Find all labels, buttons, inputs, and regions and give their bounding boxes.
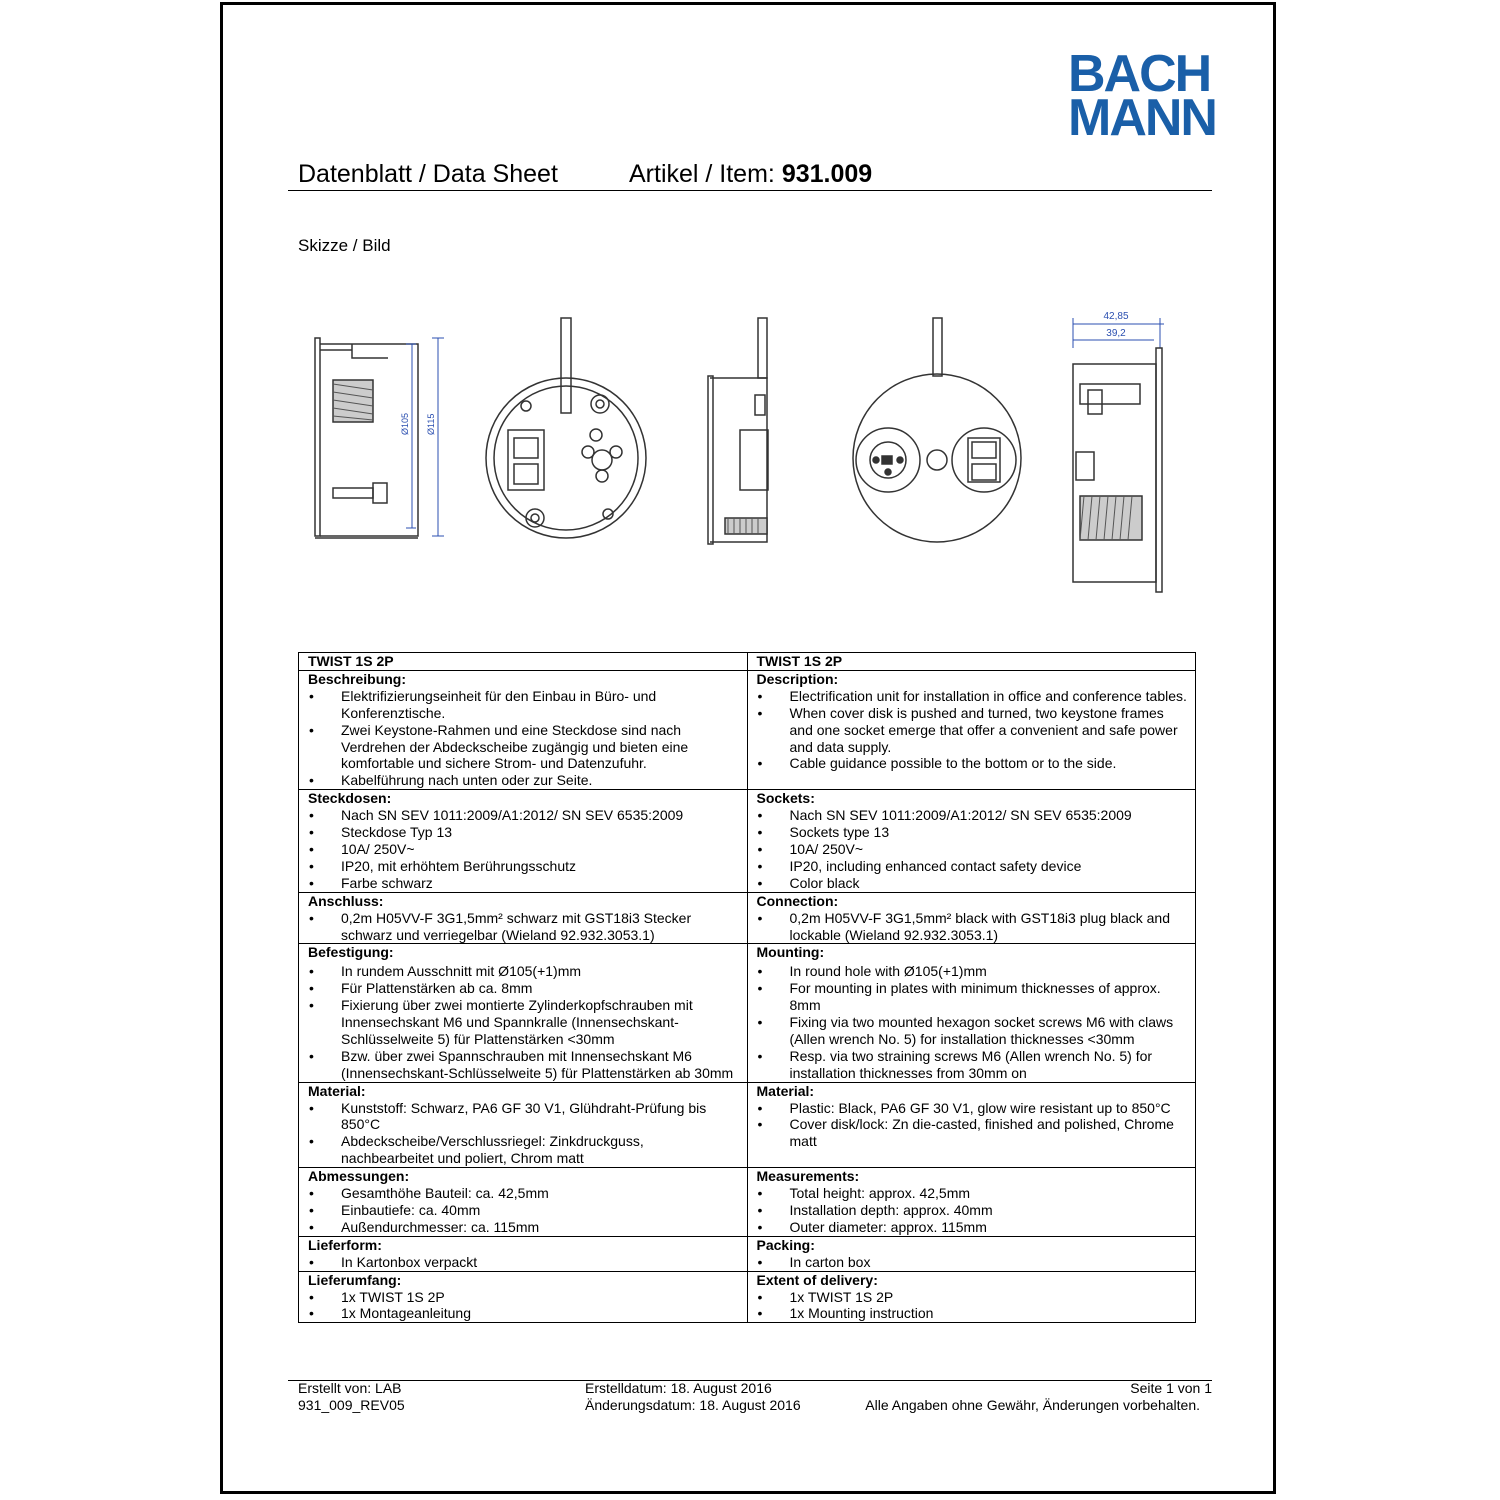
spec-section-row bbox=[299, 1236, 1196, 1271]
footer-disclaimer: Alle Angaben ohne Gewähr, Änderungen vorbehalten. bbox=[865, 1397, 1200, 1413]
list-item: • For mounting in plates with minimum thicknesses of approx. 8mm bbox=[757, 980, 1188, 1014]
page-title: Datenblatt / Data Sheet bbox=[298, 160, 558, 188]
list-item: • 1x Mounting instruction bbox=[757, 1305, 1188, 1322]
list-item: • IP20, mit erhöhtem Berührungsschutz bbox=[308, 858, 739, 875]
section-bullet-list-de bbox=[308, 1254, 739, 1271]
footer-changed-date: Änderungsdatum: 18. August 2016 bbox=[585, 1397, 801, 1413]
list-item: • Fixierung über zwei montierte Zylinderkopfschrauben mit Innensechskant M6 und Spannkralle (Innensechskant-Schlüsselweite 5) für Plattenstärken <30mm bbox=[308, 997, 739, 1048]
list-item: • Resp. via two straining screws M6 (Allen wrench No. 5) for installation thicknesses from 30mm on bbox=[757, 1048, 1188, 1082]
section-bullet-list-de bbox=[308, 1289, 739, 1323]
section-bullet-list-en bbox=[757, 1100, 1188, 1151]
list-item: • Outer diameter: approx. 115mm bbox=[757, 1219, 1188, 1236]
footer-created-by: Erstellt von: LAB bbox=[298, 1380, 402, 1396]
section-bullet-list-de bbox=[308, 688, 739, 789]
list-item: • Fixing via two mounted hexagon socket screws M6 with claws (Allen wrench No. 5) for installation thicknesses <30mm bbox=[757, 1014, 1188, 1048]
section-bullet-list-en bbox=[757, 963, 1188, 1081]
list-item: • Für Plattenstärken ab ca. 8mm bbox=[308, 980, 739, 997]
list-item: • Kabelführung nach unten oder zur Seite. bbox=[308, 772, 739, 789]
section-heading-en: Connection: bbox=[756, 892, 839, 909]
spec-cell-de bbox=[299, 670, 748, 789]
list-item: • Farbe schwarz bbox=[308, 875, 739, 892]
section-heading-de: Lieferform: bbox=[308, 1236, 382, 1253]
section-bullet-list-de bbox=[308, 1185, 739, 1236]
list-item: • Electrification unit for installation in office and conference tables. bbox=[757, 688, 1188, 705]
section-bullet-list-en bbox=[757, 1185, 1188, 1236]
list-item: • 0,2m H05VV-F 3G1,5mm² schwarz mit GST18i3 Stecker schwarz und verriegelbar (Wieland 92.932.3053.1) bbox=[308, 910, 739, 944]
sketch-label: Skizze / Bild bbox=[298, 236, 391, 255]
section-heading-en: Description: bbox=[756, 670, 839, 687]
section-heading-en: Packing: bbox=[756, 1236, 815, 1253]
section-bullet-list-de bbox=[308, 963, 739, 1081]
list-item: • Steckdose Typ 13 bbox=[308, 824, 739, 841]
spec-section-row bbox=[299, 670, 1196, 789]
section-bullet-list-de bbox=[308, 1100, 739, 1168]
item-number: 931.009 bbox=[781, 160, 873, 188]
section-bullet-list-en bbox=[757, 1254, 1188, 1271]
list-item: • 1x TWIST 1S 2P bbox=[308, 1289, 739, 1306]
section-bullet-list-de bbox=[308, 807, 739, 892]
footer-page-number: Seite 1 von 1 bbox=[1130, 1380, 1212, 1396]
dim-inner-depth: 39,2 bbox=[1106, 328, 1126, 339]
spec-cell-de bbox=[299, 892, 748, 944]
spec-cell-en bbox=[747, 1168, 1196, 1237]
bachmann-logo bbox=[1068, 45, 1216, 147]
spec-cell-de bbox=[299, 790, 748, 892]
product-row bbox=[299, 653, 1196, 671]
section-heading-en: Mounting: bbox=[756, 944, 825, 961]
dimensioned-section-view bbox=[1073, 311, 1164, 592]
list-item: • Außendurchmesser: ca. 115mm bbox=[308, 1219, 739, 1236]
list-item: • Installation depth: approx. 40mm bbox=[757, 1202, 1188, 1219]
spec-cell-en bbox=[747, 892, 1196, 944]
spec-cell-en bbox=[747, 670, 1196, 789]
section-bullet-list-de bbox=[308, 910, 739, 944]
list-item: • Kunststoff: Schwarz, PA6 GF 30 V1, Glühdraht-Prüfung bis 850°C bbox=[308, 1100, 739, 1134]
list-item: • 1x Montageanleitung bbox=[308, 1305, 739, 1322]
spec-section-row bbox=[299, 1082, 1196, 1168]
spec-cell-de bbox=[299, 1271, 748, 1323]
title-row bbox=[298, 160, 1212, 190]
list-item: • Total height: approx. 42,5mm bbox=[757, 1185, 1188, 1202]
spec-section-row bbox=[299, 790, 1196, 892]
item-title bbox=[629, 160, 872, 189]
spec-cell-de bbox=[299, 944, 748, 1082]
section-heading-de: Abmessungen: bbox=[308, 1168, 410, 1185]
title-divider bbox=[288, 190, 1212, 191]
list-item: • Color black bbox=[757, 875, 1188, 892]
list-item: • Abdeckscheibe/Verschlussriegel: Zinkdruckguss, nachbearbeitet und poliert, Chrom matt bbox=[308, 1133, 739, 1167]
section-heading-de: Steckdosen: bbox=[308, 790, 392, 807]
list-item: • Bzw. über zwei Spannschrauben mit Innensechskant M6 (Innensechskant-Schlüsselweite 5) für Plattenstärken ab 30mm bbox=[308, 1048, 739, 1082]
logo-line-1: BACH bbox=[1068, 45, 1211, 103]
list-item: • 10A/ 250V~ bbox=[308, 841, 739, 858]
list-item: • 0,2m H05VV-F 3G1,5mm² black with GST18i3 plug black and lockable (Wieland 92.932.3053.1) bbox=[757, 910, 1188, 944]
list-item: • In round hole with Ø105(+1)mm bbox=[757, 963, 1188, 980]
list-item: • Nach SN SEV 1011:2009/A1:2012/ SN SEV 6535:2009 bbox=[757, 807, 1188, 824]
section-heading-de: Beschreibung: bbox=[308, 670, 407, 687]
section-bullet-list-en bbox=[757, 910, 1188, 944]
side-section-view bbox=[315, 338, 444, 538]
dim-d105: Ø105 bbox=[400, 412, 410, 435]
spec-table bbox=[298, 652, 1196, 1323]
list-item: • Gesamthöhe Bauteil: ca. 42,5mm bbox=[308, 1185, 739, 1202]
list-item: • In Kartonbox verpackt bbox=[308, 1254, 739, 1271]
spec-section-row bbox=[299, 1168, 1196, 1237]
section-heading-de: Material: bbox=[308, 1082, 366, 1099]
list-item: • Nach SN SEV 1011:2009/A1:2012/ SN SEV 6535:2009 bbox=[308, 807, 739, 824]
dim-outer-depth: 42,85 bbox=[1103, 311, 1129, 322]
spec-cell-de bbox=[299, 1236, 748, 1271]
list-item: • Cable guidance possible to the bottom or to the side. bbox=[757, 755, 1188, 772]
spec-section-row bbox=[299, 1271, 1196, 1323]
list-item: • When cover disk is pushed and turned, two keystone frames and one socket emerge that offer a convenient and safe power and data supply. bbox=[757, 705, 1188, 756]
footer-created-date: Erstelldatum: 18. August 2016 bbox=[585, 1380, 772, 1396]
list-item: • 10A/ 250V~ bbox=[757, 841, 1188, 858]
dim-d115: Ø115 bbox=[426, 413, 436, 435]
logo-line-2: MANN bbox=[1068, 89, 1216, 147]
section-heading-en: Extent of delivery: bbox=[756, 1271, 878, 1288]
list-item: • Sockets type 13 bbox=[757, 824, 1188, 841]
footer-doc-code: 931_009_REV05 bbox=[298, 1397, 405, 1413]
section-heading-en: Measurements: bbox=[756, 1168, 860, 1185]
item-label: Artikel / Item: bbox=[629, 160, 775, 188]
section-heading-en: Material: bbox=[756, 1082, 815, 1099]
spec-cell-en bbox=[747, 790, 1196, 892]
section-heading-en: Sockets: bbox=[756, 790, 815, 807]
list-item: • Einbautiefe: ca. 40mm bbox=[308, 1202, 739, 1219]
side-view bbox=[708, 318, 768, 544]
spec-cell-de bbox=[299, 1168, 748, 1237]
spec-section-row bbox=[299, 944, 1196, 1082]
list-item: • Plastic: Black, PA6 GF 30 V1, glow wire resistant up to 850°C bbox=[757, 1100, 1188, 1117]
spec-cell-en bbox=[747, 1236, 1196, 1271]
section-heading-de: Lieferumfang: bbox=[308, 1271, 402, 1288]
technical-drawings bbox=[290, 300, 1210, 600]
section-heading-de: Befestigung: bbox=[308, 944, 394, 961]
list-item: • Elektrifizierungseinheit für den Einbau in Büro- und Konferenztische. bbox=[308, 688, 739, 722]
spec-cell-en bbox=[747, 944, 1196, 1082]
top-view bbox=[853, 318, 1021, 542]
spec-cell-en bbox=[747, 1082, 1196, 1168]
list-item: • IP20, including enhanced contact safety device bbox=[757, 858, 1188, 875]
product-name-en: TWIST 1S 2P bbox=[747, 653, 1196, 671]
list-item: • Zwei Keystone-Rahmen und eine Steckdose sind nach Verdrehen der Abdeckscheibe zugängig und bieten eine komfortable und sichere Strom- und Datenzufuhr. bbox=[308, 722, 739, 773]
spec-table-body bbox=[299, 653, 1196, 1323]
list-item: • 1x TWIST 1S 2P bbox=[757, 1289, 1188, 1306]
list-item: • In carton box bbox=[757, 1254, 1188, 1271]
spec-cell-en bbox=[747, 1271, 1196, 1323]
section-heading-de: Anschluss: bbox=[308, 892, 384, 909]
list-item: • Cover disk/lock: Zn die-casted, finished and polished, Chrome matt bbox=[757, 1116, 1188, 1150]
bottom-round-view bbox=[486, 318, 646, 538]
section-bullet-list-en bbox=[757, 1289, 1188, 1323]
spec-section-row bbox=[299, 892, 1196, 944]
list-item: • In rundem Ausschnitt mit Ø105(+1)mm bbox=[308, 963, 739, 980]
section-bullet-list-en bbox=[757, 688, 1188, 773]
spec-cell-de bbox=[299, 1082, 748, 1168]
section-bullet-list-en bbox=[757, 807, 1188, 892]
product-name-de: TWIST 1S 2P bbox=[299, 653, 748, 671]
